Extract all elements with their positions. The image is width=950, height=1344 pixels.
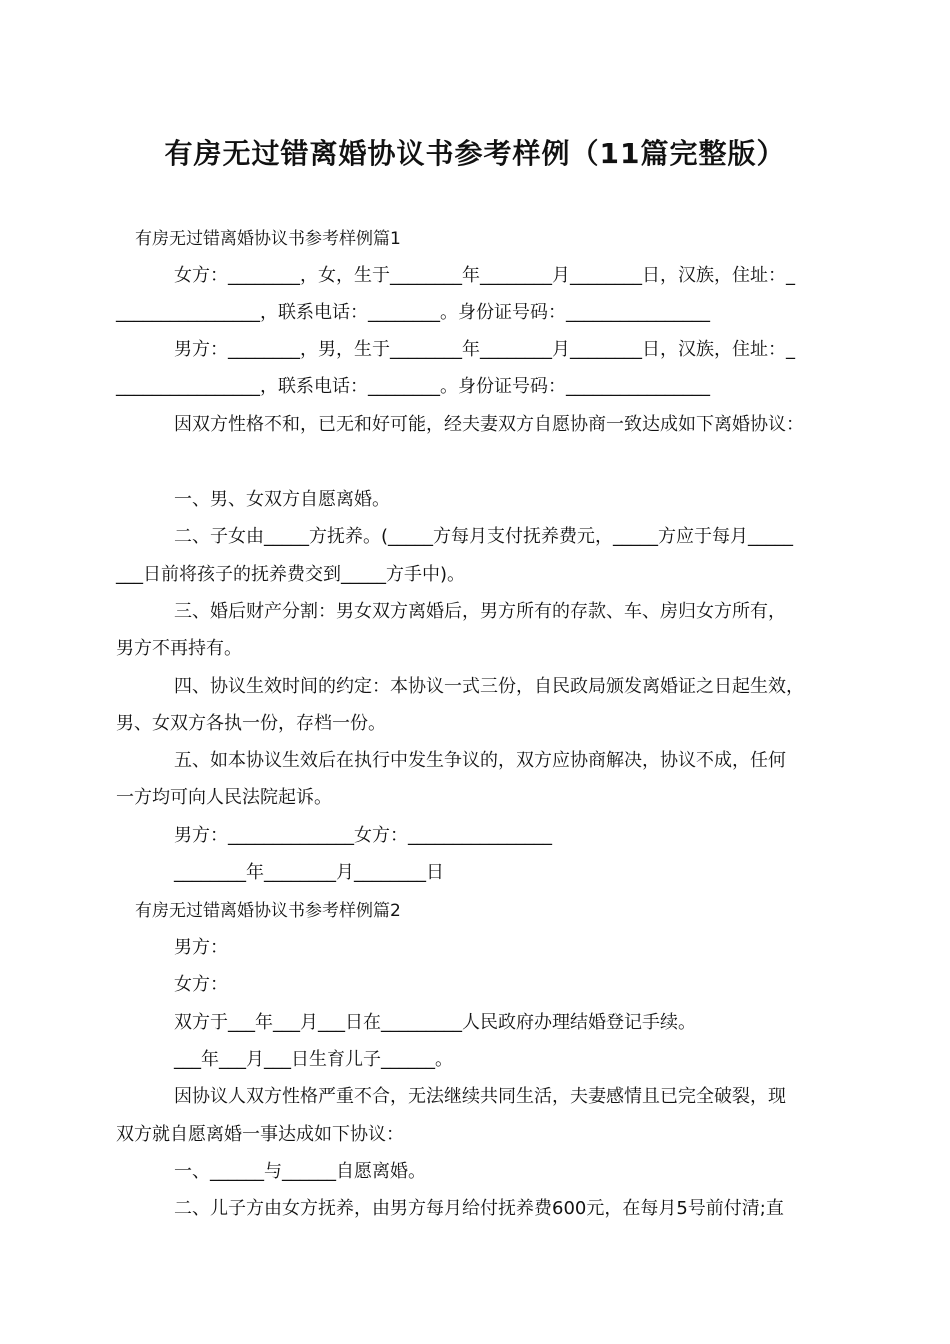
male-party-line: 男方：________，男，生于________年________月________日，汉族，住址：_ <box>174 339 795 360</box>
child-birth: ___年___月___日生育儿子______。 <box>174 1049 453 1070</box>
clause-3: 三、婚后财产分割：男女双方离婚后，男方所有的存款、车、房归女方所有， <box>174 601 786 622</box>
marriage-registration: 双方于___年___月___日在_________人民政府办理结婚登记手续。 <box>174 1012 696 1033</box>
clause-1: 一、男、女双方自愿离婚。 <box>174 489 390 510</box>
section-2-clause-2: 二、儿子方由女方抚养，由男方每月给付抚养费600元，在每月5号前付清;直 <box>174 1198 784 1219</box>
agreement-intro: 因双方性格不和，已无和好可能，经夫妻双方自愿协商一致达成如下离婚协议： <box>174 414 804 435</box>
signature-line: 男方：______________女方：________________ <box>174 825 552 846</box>
female-label: 女方： <box>174 974 228 995</box>
clause-4: 四、协议生效时间的约定：本协议一式三份，自民政局颁发离婚证之日起生效， <box>174 676 804 697</box>
male-label: 男方： <box>174 937 228 958</box>
agreement-reason: 因协议人双方性格严重不合，无法继续共同生活，夫妻感情且已完全破裂，现 <box>174 1086 786 1107</box>
clause-3-cont: 男方不再持有。 <box>116 638 242 659</box>
female-party-line-cont: ________________，联系电话：________。身份证号码：________________ <box>116 302 710 323</box>
clause-2: 二、子女由_____方抚养。(_____方每月支付抚养费元，_____方应于每月_____ <box>174 526 794 547</box>
male-party-line-cont: ________________，联系电话：________。身份证号码：________________ <box>116 376 710 397</box>
agreement-reason-cont: 双方就自愿离婚一事达成如下协议： <box>116 1124 404 1145</box>
female-party-line: 女方：________，女，生于________年________月________日，汉族，住址：_ <box>174 265 795 286</box>
section-2-heading: 有房无过错离婚协议书参考样例篇2 <box>135 901 401 921</box>
document-title: 有房无过错离婚协议书参考样例（11篇完整版） <box>164 137 786 170</box>
clause-5-cont: 一方均可向人民法院起诉。 <box>116 787 332 808</box>
section-1-heading: 有房无过错离婚协议书参考样例篇1 <box>135 229 401 249</box>
date-line: ________年________月________日 <box>174 862 444 883</box>
clause-4-cont: 男、女双方各执一份，存档一份。 <box>116 713 386 734</box>
clause-5: 五、如本协议生效后在执行中发生争议的，双方应协商解决，协议不成，任何 <box>174 750 786 771</box>
section-2-clause-1: 一、______与______自愿离婚。 <box>174 1161 426 1182</box>
clause-2-cont: ___日前将孩子的抚养费交到_____方手中)。 <box>116 564 466 585</box>
